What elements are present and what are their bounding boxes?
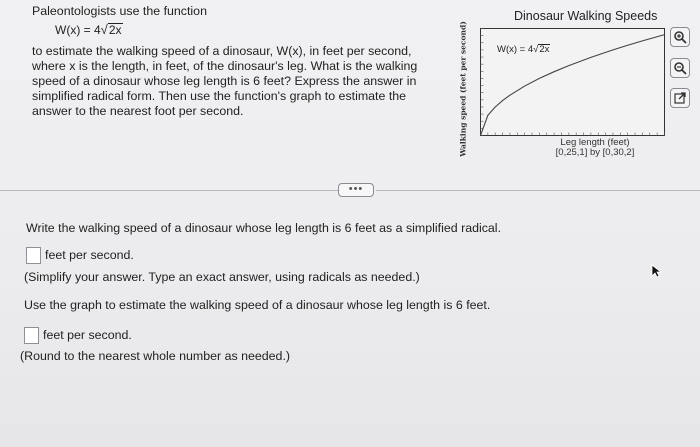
mouse-cursor-icon [651, 264, 663, 278]
section-divider [376, 190, 700, 191]
question-body [32, 44, 437, 119]
more-button[interactable]: ••• [338, 183, 374, 197]
part2-prompt: Use the graph to estimate the walking speed of a dinosaur whose leg length is 6 feet. [24, 298, 491, 312]
graph-xlabel: Leg length (feet) [560, 137, 630, 148]
question-line: simplified radical form. Then use the function's graph to estimate the [32, 89, 407, 103]
curve-label-lhs: W(x) = 4 [497, 44, 534, 55]
part1-hint: (Simplify your answer. Type an exact answer, using radicals as needed.) [24, 270, 420, 284]
function-formula [55, 22, 123, 37]
part1-unit: feet per second. [45, 248, 134, 262]
zoom-in-button[interactable] [670, 27, 690, 47]
zoom-out-icon [673, 61, 687, 75]
formula-lhs: W(x) = 4 [55, 23, 101, 37]
part1-answer-input[interactable] [26, 247, 41, 264]
part2-hint: (Round to the nearest whole number as needed.) [20, 349, 291, 363]
graph-window: [0,25,1] by [0,30,2] [555, 147, 635, 158]
part2-unit: feet per second. [43, 328, 132, 342]
part2-answer-row [24, 327, 132, 344]
curve-label-radicand: 2x [539, 44, 550, 55]
question-line: to estimate the walking speed of a dinosaur, W(x), in feet per second, [32, 44, 412, 58]
graph-ylabel: Walking speed (feet per second) [458, 21, 468, 157]
graph-ylabel-wrap [452, 20, 474, 158]
zoom-in-icon [673, 30, 687, 44]
curve-label [497, 44, 550, 55]
radical-sign: √ [100, 22, 108, 37]
question-intro: Paleontologists use the function [32, 4, 207, 18]
formula-radicand: 2x [108, 23, 122, 37]
graph-title: Dinosaur Walking Speeds [514, 9, 658, 23]
graph-x-info [545, 138, 645, 158]
curve-radical: √ [533, 44, 539, 55]
section-divider [0, 190, 338, 191]
open-external-button[interactable] [670, 88, 690, 108]
part2-answer-input[interactable] [24, 327, 39, 344]
part1-answer-row [26, 247, 134, 264]
question-line: where x is the length, in feet, of the dinosaur's leg. What is the walking [32, 59, 418, 73]
open-external-icon [673, 91, 687, 105]
zoom-out-button[interactable] [670, 58, 690, 78]
question-line: speed of a dinosaur whose leg length is 6 feet? Express the answer in [32, 74, 417, 88]
part1-prompt: Write the walking speed of a dinosaur whose leg length is 6 feet as a simplified radical. [26, 221, 502, 235]
question-line: answer to the nearest foot per second. [32, 104, 244, 118]
